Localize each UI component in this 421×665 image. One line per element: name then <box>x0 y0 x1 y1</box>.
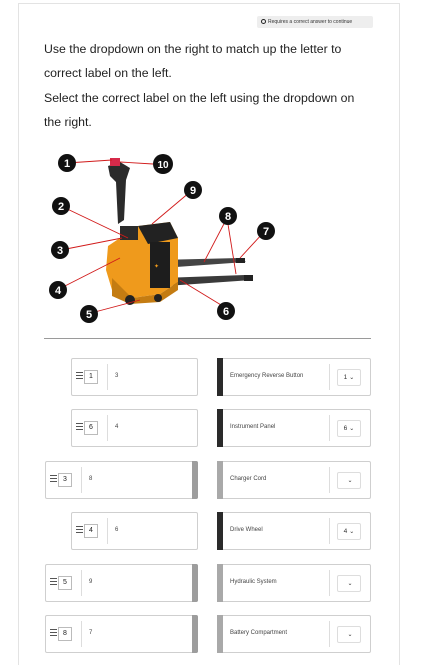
slot-indicator <box>217 564 223 602</box>
target-slot[interactable] <box>217 461 371 499</box>
target-label: Hydraulic System <box>230 579 277 585</box>
svg-text:5: 5 <box>85 309 93 321</box>
answer-dropdown[interactable] <box>337 626 361 643</box>
slot-indicator <box>217 615 223 653</box>
requirement-text: Requires a correct answer to continue <box>268 19 353 25</box>
separator <box>107 518 108 544</box>
callout-3 <box>51 241 69 259</box>
svg-text:4: 4 <box>54 285 62 297</box>
svg-text:3: 3 <box>56 245 64 257</box>
tiller <box>108 158 138 240</box>
drag-number: 1 <box>84 370 98 384</box>
separator <box>329 364 330 390</box>
chevron-down-icon: ⌄ <box>349 426 355 432</box>
answer-dropdown[interactable] <box>337 523 361 540</box>
target-slot[interactable] <box>217 358 371 396</box>
drag-number: 5 <box>58 576 72 590</box>
callout-7 <box>257 222 275 240</box>
svg-text:9: 9 <box>189 185 197 197</box>
drag-handle-icon[interactable] <box>50 629 57 637</box>
separator <box>329 415 330 441</box>
truck-body <box>106 222 178 305</box>
drag-value: 4 <box>115 424 119 430</box>
callout-10 <box>153 154 173 174</box>
svg-text:7: 7 <box>262 226 270 238</box>
drag-handle-icon[interactable] <box>76 526 83 534</box>
callout-8 <box>219 207 237 225</box>
svg-text:6: 6 <box>222 306 230 318</box>
target-label: Emergency Reverse Button <box>230 373 304 379</box>
target-label: Instrument Panel <box>230 424 276 430</box>
drag-number: 3 <box>58 473 72 487</box>
callout-4 <box>49 281 67 299</box>
drag-number: 4 <box>84 524 98 538</box>
divider <box>44 338 371 339</box>
slot-indicator <box>217 461 223 499</box>
separator <box>81 570 82 596</box>
target-slot[interactable] <box>217 564 371 602</box>
info-circle-icon <box>261 19 266 24</box>
drag-item[interactable] <box>45 461 198 499</box>
drag-value: 6 <box>115 527 119 533</box>
callout-1 <box>58 154 76 172</box>
drag-handle-icon[interactable] <box>76 372 83 380</box>
chevron-down-icon: ⌄ <box>347 478 353 484</box>
separator <box>329 467 330 493</box>
slot-indicator <box>217 409 223 447</box>
requirement-badge <box>257 16 373 28</box>
callout-2 <box>52 197 70 215</box>
drag-value: 8 <box>89 476 93 482</box>
separator <box>107 415 108 441</box>
drag-handle-icon[interactable] <box>76 423 83 431</box>
instruction-line-4: the right. <box>44 115 92 129</box>
svg-text:10: 10 <box>157 160 169 171</box>
chevron-down-icon: ⌄ <box>347 632 353 638</box>
drag-value: 7 <box>89 630 93 636</box>
svg-text:2: 2 <box>57 201 65 213</box>
separator <box>81 467 82 493</box>
chevron-down-icon: ⌄ <box>349 529 355 535</box>
separator <box>329 621 330 647</box>
target-label: Drive Wheel <box>230 527 263 533</box>
target-label: Charger Cord <box>230 476 267 482</box>
target-slot[interactable] <box>217 512 371 550</box>
answer-dropdown[interactable] <box>337 575 361 592</box>
slot-indicator <box>217 512 223 550</box>
svg-text:1: 1 <box>63 158 71 170</box>
callout-9 <box>184 181 202 199</box>
callout-6 <box>217 302 235 320</box>
drag-status-bar <box>192 461 198 499</box>
selected-value: 6 <box>343 425 348 432</box>
selected-value: 1 <box>343 374 348 381</box>
drag-handle-icon[interactable] <box>50 578 57 586</box>
drag-item[interactable] <box>71 512 198 550</box>
drag-status-bar <box>192 615 198 653</box>
drag-status-bar <box>192 564 198 602</box>
drag-item[interactable] <box>71 358 198 396</box>
drag-item[interactable] <box>45 564 198 602</box>
answer-dropdown[interactable] <box>337 369 361 386</box>
target-slot[interactable] <box>217 409 371 447</box>
chevron-down-icon: ⌄ <box>349 375 355 381</box>
drag-number: 8 <box>58 627 72 641</box>
drag-number: 6 <box>84 421 98 435</box>
drag-value: 9 <box>89 579 93 585</box>
drag-item[interactable] <box>45 615 198 653</box>
instruction-line-3: Select the correct label on the left using the dropdown on <box>44 91 355 105</box>
target-slot[interactable] <box>217 615 371 653</box>
slot-indicator <box>217 358 223 396</box>
svg-text:8: 8 <box>224 211 232 223</box>
drag-handle-icon[interactable] <box>50 475 57 483</box>
instruction-line-2: correct label on the left. <box>44 66 172 80</box>
chevron-down-icon: ⌄ <box>347 581 353 587</box>
drag-item[interactable] <box>71 409 198 447</box>
separator <box>81 621 82 647</box>
target-label: Battery Compartment <box>230 630 288 636</box>
separator <box>329 570 330 596</box>
drag-value: 3 <box>115 373 119 379</box>
svg-text:✦: ✦ <box>154 264 160 270</box>
answer-dropdown[interactable] <box>337 420 361 437</box>
instruction-line-1: Use the dropdown on the right to match up the letter to <box>44 42 342 56</box>
selected-value: 4 <box>343 528 348 535</box>
callout-5 <box>80 305 98 323</box>
separator <box>107 364 108 390</box>
separator <box>329 518 330 544</box>
answer-dropdown[interactable] <box>337 472 361 489</box>
pallet-truck-image <box>40 150 300 330</box>
